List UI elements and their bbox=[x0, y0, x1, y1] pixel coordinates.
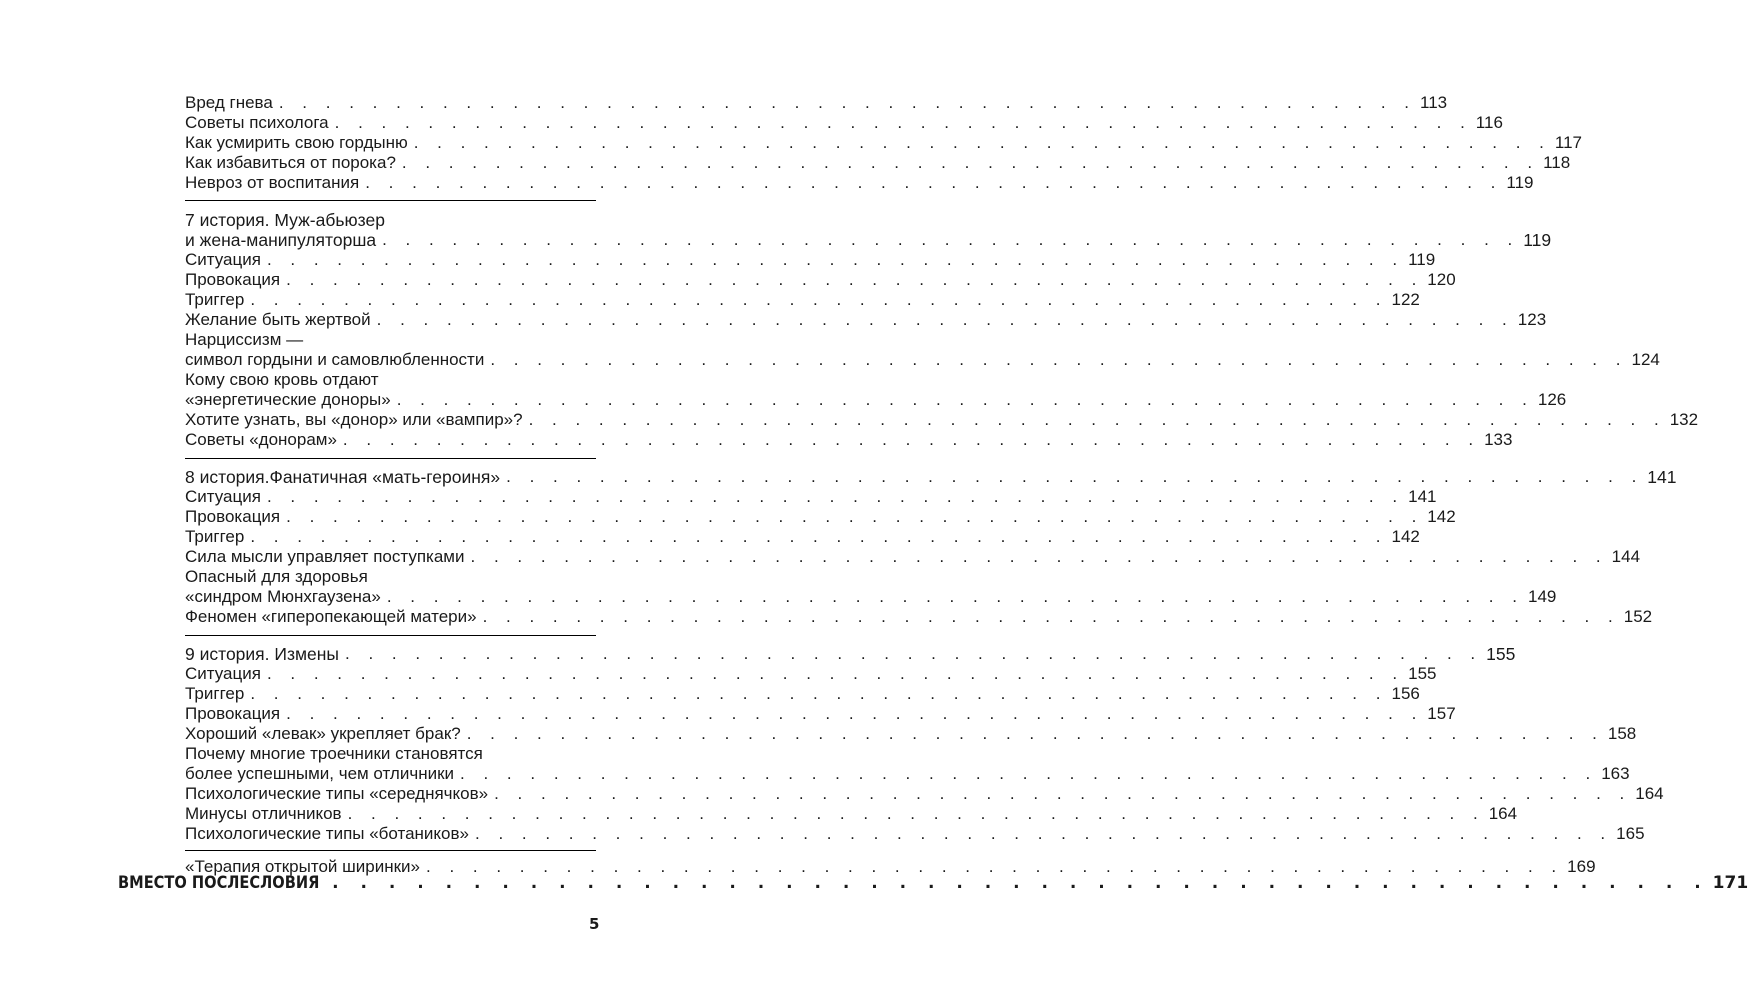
story-7-heading[interactable] bbox=[185, 230, 1552, 250]
toc-entry[interactable] bbox=[185, 804, 1518, 824]
dot-leader: . . . . . . . . . . . . . . . . . . . . . . . . . . . . . . . . . . . . . . . . . . . . . . . . . bbox=[466, 724, 1604, 743]
dot-leader: . . . . . . . . . . . . . . . . . . . . . . . . . . . . . . . . . . . . . . . . . . . . . . . . . bbox=[347, 804, 1485, 823]
dot-leader: . . . . . . . . . . . . . . . . . . . . . . . . . . . . . . . . . . . . . . . . . . . . . . . . . bbox=[382, 230, 1520, 249]
entry-title: Феномен «гиперопекающей матери» bbox=[185, 607, 477, 626]
toc-entry[interactable] bbox=[185, 724, 1637, 744]
toc-entry[interactable] bbox=[185, 684, 1420, 704]
dot-leader: . . . . . . . . . . . . . . . . . . . . . . . . . . . . . . . . . . . . . . . . . . . . . . . . . bbox=[528, 410, 1666, 429]
entry-page: 155 bbox=[1408, 664, 1437, 683]
entry-title: Провокация bbox=[185, 270, 281, 289]
story-8-heading[interactable] bbox=[185, 467, 1677, 487]
toc-entry[interactable] bbox=[185, 547, 1641, 567]
entry-title: Ситуация bbox=[185, 487, 261, 506]
entry-title: Психологические типы «середнячков» bbox=[185, 784, 489, 803]
entry-title: и жена-манипуляторша bbox=[185, 230, 377, 250]
entry-page: 163 bbox=[1601, 764, 1630, 783]
entry-title-line1: Нарциссизм — bbox=[185, 330, 304, 349]
toc-entry[interactable] bbox=[185, 704, 1456, 724]
entry-page: 132 bbox=[1669, 410, 1699, 429]
entry-title: Минусы отличников bbox=[185, 804, 342, 823]
dot-leader: . . . . . . . . . . . . . . . . . . . . . . . . . . . . . . . . . . . . . . . . . . . . . . . . . bbox=[413, 133, 1551, 152]
entry-title: Как усмирить свою гордыню bbox=[185, 133, 408, 152]
section-divider bbox=[185, 850, 596, 851]
section-story-8 bbox=[185, 467, 1677, 627]
toc-entry[interactable] bbox=[185, 764, 1630, 784]
dot-leader: . . . . . . . . . . . . . . . . . . . . . . . . . . . . . . . . . . . . . . . . . . . . . . . . . bbox=[345, 644, 1483, 663]
toc-entry[interactable] bbox=[185, 507, 1456, 527]
entry-title: Хороший «левак» укрепляет брак? bbox=[185, 724, 461, 743]
entry-title: Провокация bbox=[185, 704, 281, 723]
dot-leader: . . . . . . . . . . . . . . . . . . . . . . . . . . . . . . . . . . . . . . . . . . . . . . . . . bbox=[506, 467, 1644, 486]
dot-leader: . . . . . . . . . . . . . . . . . . . . . . . . . . . . . . . . . . . . . . . . . . . . . . . . . bbox=[286, 507, 1424, 526]
entry-title: Как избавиться от порока? bbox=[185, 153, 396, 172]
entry-title: более успешными, чем отличники bbox=[185, 764, 455, 783]
entry-title: Ситуация bbox=[185, 664, 261, 683]
entry-page: 158 bbox=[1607, 724, 1637, 743]
entry-title: Невроз от воспитания bbox=[185, 173, 360, 192]
dot-leader: . . . . . . . . . . . . . . . . . . . . . . . . . . . . . . . . . . . . . . . . . . . . . . . . . bbox=[286, 270, 1424, 289]
afterword-title: ВМЕСТО ПОСЛЕСЛОВИЯ bbox=[118, 873, 320, 893]
toc-entry[interactable] bbox=[185, 310, 1547, 330]
dot-leader: . . . . . . . . . . . . . . . . . . . . . . . . . . . . . . . . . . . . . . . . . . . . . . . . . bbox=[342, 430, 1481, 449]
dot-leader: . . . . . . . . . . . . . . . . . . . . . . . . . . . . . . . . . . . . . . . . . . . . . . . . . bbox=[332, 873, 1709, 893]
entry-title: Триггер bbox=[185, 290, 245, 309]
entry-page: 117 bbox=[1554, 133, 1582, 152]
entry-page: 120 bbox=[1427, 270, 1456, 289]
dot-leader: . . . . . . . . . . . . . . . . . . . . . . . . . . . . . . . . . . . . . . . . . . . . . . . . . bbox=[250, 290, 1388, 309]
toc-entry[interactable] bbox=[185, 173, 1534, 193]
dot-leader: . . . . . . . . . . . . . . . . . . . . . . . . . . . . . . . . . . . . . . . . . . . . . . . . . bbox=[250, 684, 1388, 703]
story-9-heading[interactable] bbox=[185, 644, 1516, 664]
entry-page: 142 bbox=[1427, 507, 1456, 526]
entry-title: Вред гнева bbox=[185, 93, 273, 112]
entry-title: Психологические типы «ботаников» bbox=[185, 824, 469, 843]
entry-title: Триггер bbox=[185, 684, 245, 703]
toc-entry[interactable] bbox=[185, 390, 1567, 410]
table-of-contents bbox=[185, 93, 1699, 877]
dot-leader: . . . . . . . . . . . . . . . . . . . . . . . . . . . . . . . . . . . . . . . . . . . . . . . . . bbox=[334, 113, 1472, 132]
entry-title: Триггер bbox=[185, 527, 245, 546]
dot-leader: . . . . . . . . . . . . . . . . . . . . . . . . . . . . . . . . . . . . . . . . . . . . . . . . . bbox=[401, 153, 1540, 172]
entry-page: 124 bbox=[1631, 350, 1660, 369]
entry-page: 169 bbox=[1567, 857, 1596, 876]
entry-title-line1: Опасный для здоровья bbox=[185, 567, 368, 586]
entry-title-line1: Кому свою кровь отдают bbox=[185, 370, 379, 389]
entry-page: 144 bbox=[1611, 547, 1641, 566]
toc-entry[interactable] bbox=[185, 153, 1571, 173]
entry-title: Советы психолога bbox=[185, 113, 329, 132]
dot-leader: . . . . . . . . . . . . . . . . . . . . . . . . . . . . . . . . . . . . . . . . . . . . . . . . . bbox=[475, 824, 1613, 843]
toc-entry[interactable] bbox=[185, 664, 1437, 684]
entry-page: 119 bbox=[1408, 250, 1436, 269]
entry-title: Советы «донорам» bbox=[185, 430, 337, 449]
dot-leader: . . . . . . . . . . . . . . . . . . . . . . . . . . . . . . . . . . . . . . . . . . . . . . . . . bbox=[396, 390, 1534, 409]
entry-page: 149 bbox=[1527, 587, 1557, 606]
entry-page: 119 bbox=[1506, 173, 1534, 192]
entry-page: 155 bbox=[1486, 644, 1516, 664]
entry-title: «энергетические доноры» bbox=[185, 390, 391, 409]
dot-leader: . . . . . . . . . . . . . . . . . . . . . . . . . . . . . . . . . . . . . . . . . . . . . . . . . bbox=[250, 527, 1388, 546]
entry-title: «синдром Мюнхгаузена» bbox=[185, 587, 381, 606]
toc-entry[interactable] bbox=[185, 824, 1645, 844]
dot-leader: . . . . . . . . . . . . . . . . . . . . . . . . . . . . . . . . . . . . . . . . . . . . . . . . . bbox=[278, 93, 1417, 112]
dot-leader: . . . . . . . . . . . . . . . . . . . . . . . . . . . . . . . . . . . . . . . . . . . . . . . . . bbox=[426, 857, 1564, 876]
section-divider bbox=[185, 200, 596, 201]
entry-page: 152 bbox=[1623, 607, 1653, 626]
entry-title: «Терапия открытой ширинки» bbox=[185, 857, 420, 876]
toc-entry[interactable] bbox=[185, 250, 1436, 270]
section-story-7 bbox=[185, 210, 1699, 450]
entry-page: 126 bbox=[1537, 390, 1567, 409]
page-number: 5 bbox=[589, 915, 600, 933]
entry-title: 9 история. Измены bbox=[185, 644, 339, 664]
toc-entry[interactable] bbox=[185, 93, 1448, 113]
toc-entry[interactable] bbox=[185, 270, 1456, 290]
entry-title: Сила мысли управляет поступками bbox=[185, 547, 465, 566]
story-7-heading-line1: 7 история. Муж-абьюзер bbox=[185, 210, 385, 230]
entry-title: Провокация bbox=[185, 507, 281, 526]
toc-entry[interactable] bbox=[185, 290, 1420, 310]
toc-entry[interactable] bbox=[185, 607, 1653, 627]
section-divider bbox=[185, 635, 596, 636]
section-divider bbox=[185, 458, 596, 459]
entry-page: 165 bbox=[1616, 824, 1645, 843]
entry-page: 119 bbox=[1523, 230, 1552, 250]
entry-title: 8 история.Фанатичная «мать-героиня» bbox=[185, 467, 501, 487]
entry-page: 133 bbox=[1484, 430, 1513, 449]
dot-leader: . . . . . . . . . . . . . . . . . . . . . . . . . . . . . . . . . . . . . . . . . . . . . . . . . bbox=[482, 607, 1620, 626]
dot-leader: . . . . . . . . . . . . . . . . . . . . . . . . . . . . . . . . . . . . . . . . . . . . . . . . . bbox=[460, 764, 1598, 783]
entry-title: Хотите узнать, вы «донор» или «вампир»? bbox=[185, 410, 523, 429]
entry-page: 164 bbox=[1635, 784, 1664, 803]
dot-leader: . . . . . . . . . . . . . . . . . . . . . . . . . . . . . . . . . . . . . . . . . . . . . . . . . bbox=[266, 250, 1405, 269]
toc-entry[interactable] bbox=[185, 587, 1557, 607]
entry-page: 122 bbox=[1391, 290, 1420, 309]
toc-entry[interactable] bbox=[185, 350, 1660, 370]
toc-entry[interactable] bbox=[185, 113, 1503, 133]
entry-title-line1: Почему многие троечники становятся bbox=[185, 744, 483, 763]
toc-entry[interactable] bbox=[185, 410, 1699, 430]
entry-page: 164 bbox=[1488, 804, 1518, 823]
dot-leader: . . . . . . . . . . . . . . . . . . . . . . . . . . . . . . . . . . . . . . . . . . . . . . . . . bbox=[490, 350, 1628, 369]
entry-title: Ситуация bbox=[185, 250, 261, 269]
dot-leader: . . . . . . . . . . . . . . . . . . . . . . . . . . . . . . . . . . . . . . . . . . . . . . . . . bbox=[266, 664, 1405, 683]
dot-leader: . . . . . . . . . . . . . . . . . . . . . . . . . . . . . . . . . . . . . . . . . . . . . . . . . bbox=[286, 704, 1424, 723]
entry-page: 123 bbox=[1517, 310, 1547, 329]
entry-page: 141 bbox=[1647, 467, 1677, 487]
dot-leader: . . . . . . . . . . . . . . . . . . . . . . . . . . . . . . . . . . . . . . . . . . . . . . . . . bbox=[266, 487, 1405, 506]
entry-title: Желание быть жертвой bbox=[185, 310, 371, 329]
dot-leader: . . . . . . . . . . . . . . . . . . . . . . . . . . . . . . . . . . . . . . . . . . . . . . . . . bbox=[365, 173, 1503, 192]
section-story-9 bbox=[185, 644, 1664, 844]
toc-entry[interactable] bbox=[185, 527, 1420, 547]
afterword-page: 171 bbox=[1712, 873, 1748, 893]
entry-page: 142 bbox=[1391, 527, 1420, 546]
dot-leader: . . . . . . . . . . . . . . . . . . . . . . . . . . . . . . . . . . . . . . . . . . . . . . . . . bbox=[376, 310, 1514, 329]
afterword-entry[interactable] bbox=[118, 872, 1748, 894]
entry-title: символ гордыни и самовлюбленности bbox=[185, 350, 485, 369]
entry-page: 141 bbox=[1408, 487, 1437, 506]
toc-entry[interactable] bbox=[185, 487, 1437, 507]
toc-entry[interactable] bbox=[185, 784, 1664, 804]
entry-page: 156 bbox=[1391, 684, 1420, 703]
entry-page: 118 bbox=[1543, 153, 1571, 172]
dot-leader: . . . . . . . . . . . . . . . . . . . . . . . . . . . . . . . . . . . . . . . . . . . . . . . . . bbox=[494, 784, 1632, 803]
entry-page: 157 bbox=[1427, 704, 1456, 723]
dot-leader: . . . . . . . . . . . . . . . . . . . . . . . . . . . . . . . . . . . . . . . . . . . . . . . . . bbox=[470, 547, 1608, 566]
toc-entry[interactable] bbox=[185, 430, 1513, 450]
section-a bbox=[185, 93, 1582, 193]
dot-leader: . . . . . . . . . . . . . . . . . . . . . . . . . . . . . . . . . . . . . . . . . . . . . . . . . bbox=[386, 587, 1524, 606]
entry-page: 116 bbox=[1475, 113, 1503, 132]
toc-entry[interactable] bbox=[185, 133, 1582, 153]
entry-page: 113 bbox=[1420, 93, 1448, 112]
